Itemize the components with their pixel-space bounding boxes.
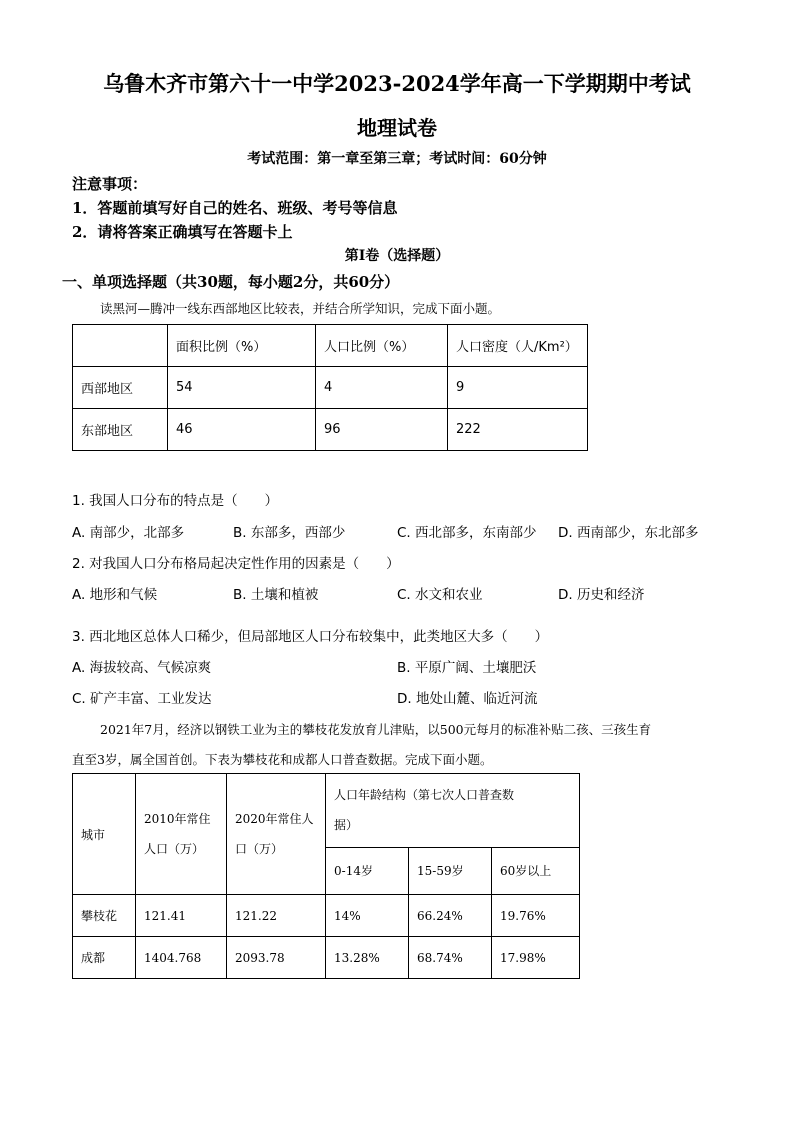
table-cell: 222 [448, 409, 588, 451]
table-cell: 1404.768 [136, 937, 227, 979]
table-cell: 13.28% [326, 937, 409, 979]
option: A. 海拔较高、气候凉爽 [72, 660, 212, 676]
table-cell [73, 325, 168, 367]
question-stem: 2. 对我国人口分布格局起决定性作用的因素是（ ） [72, 556, 400, 572]
table-row [73, 367, 588, 409]
notice-item: 2．请将答案正确填写在答题卡上 [72, 223, 293, 241]
option: B. 平原广阔、土壤肥沃 [397, 660, 537, 676]
table-cell: 人口比例（%） [316, 325, 448, 367]
table-cell: 46 [168, 409, 316, 451]
section-heading: 一、单项选择题（共30题，每小题2分，共60分） [62, 273, 400, 291]
table-cell: 15-59岁 [409, 847, 492, 894]
census-table [72, 773, 580, 979]
subject-title: 地理试卷 [357, 116, 437, 140]
table-cell: 攀枝花 [73, 895, 136, 937]
table-cell: 66.24% [409, 895, 492, 937]
option: D. 西南部少，东北部多 [558, 525, 699, 541]
table-cell: 城市 [73, 774, 136, 895]
notice-heading: 注意事项： [72, 175, 148, 193]
table-cell: 2093.78 [227, 937, 326, 979]
option: D. 历史和经济 [558, 587, 645, 603]
option: D. 地处山麓、临近河流 [397, 691, 538, 707]
option: C. 矿产丰富、工业发达 [72, 691, 212, 707]
exam-title: 乌鲁木齐市第六十一中学2023-2024学年高一下学期期中考试 [103, 71, 691, 96]
exam-scope: 考试范围：第一章至第三章；考试时间：60分钟 [247, 151, 547, 167]
table-row [73, 409, 588, 451]
group2-intro: 2021年7月，经济以钢铁工业为主的攀枝花发放育儿津贴，以500元每月的标准补贴二孩、三孩生育 [100, 722, 652, 737]
option: B. 土壤和植被 [233, 587, 319, 603]
table-cell: 0-14岁 [326, 847, 409, 894]
table-header-row [73, 325, 588, 367]
table-cell: 西部地区 [73, 367, 168, 409]
table-cell: 60岁以上 [492, 847, 580, 894]
option: C. 西北部多，东南部少 [397, 525, 537, 541]
table-cell: 96 [316, 409, 448, 451]
table-cell: 4 [316, 367, 448, 409]
group2-intro: 直至3岁，属全国首创。下表为攀枝花和成都人口普查数据。完成下面小题。 [72, 752, 493, 767]
table-row [73, 895, 580, 937]
option: B. 东部多，西部少 [233, 525, 346, 541]
option: A. 南部少，北部多 [72, 525, 185, 541]
question-stem: 3. 西北地区总体人口稀少，但局部地区人口分布较集中，此类地区大多（ ） [72, 629, 549, 645]
option: C. 水文和农业 [397, 587, 483, 603]
table-cell: 121.22 [227, 895, 326, 937]
table-header-row [73, 774, 580, 848]
table-cell: 人口密度（人/Km²） [448, 325, 588, 367]
table-row [73, 937, 580, 979]
table-cell: 54 [168, 367, 316, 409]
table-cell: 14% [326, 895, 409, 937]
part-title: 第Ⅰ卷（选择题） [344, 248, 450, 264]
notice-item: 1．答题前填写好自己的姓名、班级、考号等信息 [72, 199, 398, 217]
east-west-table [72, 324, 588, 451]
table-cell: 9 [448, 367, 588, 409]
table-cell: 2020年常住人 口（万） [227, 774, 326, 895]
table-cell: 17.98% [492, 937, 580, 979]
table-cell: 面积比例（%） [168, 325, 316, 367]
table-cell: 121.41 [136, 895, 227, 937]
question-stem: 1. 我国人口分布的特点是（ ） [72, 493, 279, 509]
table-cell: 成都 [73, 937, 136, 979]
group1-intro: 读黑河—腾冲一线东西部地区比较表，并结合所学知识，完成下面小题。 [100, 301, 501, 316]
option: A. 地形和气候 [72, 587, 158, 603]
table-cell: 东部地区 [73, 409, 168, 451]
table-cell: 2010年常住 人口（万） [136, 774, 227, 895]
table-cell: 19.76% [492, 895, 580, 937]
table-cell: 68.74% [409, 937, 492, 979]
table-cell: 人口年龄结构（第七次人口普查数 据） [326, 774, 580, 848]
